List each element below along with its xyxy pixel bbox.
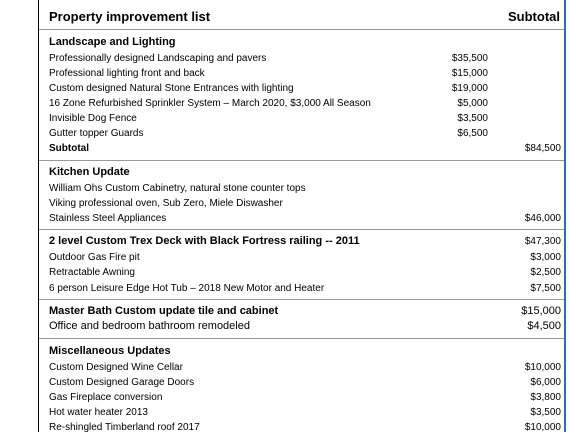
list-item: Professional lighting front and back $15,000 xyxy=(49,68,488,79)
separator xyxy=(39,29,564,30)
list-item: Stainless Steel Appliances $46,000 xyxy=(49,213,561,224)
list-item: Custom Designed Wine Cellar $10,000 xyxy=(49,362,561,373)
list-item: Re-shingled Timberland roof 2017 $10,000 xyxy=(49,422,561,433)
list-item: Professionally designed Landscaping and pavers $35,500 xyxy=(49,53,488,64)
list-item: William Ohs Custom Cabinetry, natural stone counter tops xyxy=(49,183,306,194)
list-item: Retractable Awning $2,500 xyxy=(49,267,561,278)
list-item: Custom designed Natural Stone Entrances with lighting $19,000 xyxy=(49,83,488,94)
improvement-list-page xyxy=(38,0,566,432)
page-title: Property improvement list xyxy=(49,9,211,24)
separator xyxy=(39,338,564,339)
section-heading-landscape: Landscape and Lighting xyxy=(49,36,176,48)
list-item: Office and bedroom bathroom remodeled $4,500 xyxy=(49,320,561,332)
list-item: Outdoor Gas Fire pit $3,000 xyxy=(49,252,561,263)
section-heading-misc: Miscellaneous Updates xyxy=(49,345,171,357)
section-heading-bath: Master Bath Custom update tile and cabinet $15,000 xyxy=(49,305,561,317)
list-item: Invisible Dog Fence $3,500 xyxy=(49,113,488,124)
section-heading-deck: 2 level Custom Trex Deck with Black Fortress railing -- 2011 $47,300 xyxy=(49,235,561,247)
separator xyxy=(39,229,564,230)
section-heading-kitchen: Kitchen Update xyxy=(49,166,130,178)
list-item: Gutter topper Guards $6,500 xyxy=(49,128,488,139)
list-item: Viking professional oven, Sub Zero, Miele Diswasher xyxy=(49,198,283,209)
list-item: 16 Zone Refurbished Sprinkler System – March 2020, $3,000 All Season $5,000 xyxy=(49,98,488,109)
separator xyxy=(39,299,564,300)
title-row xyxy=(49,8,564,26)
list-item: Gas Fireplace conversion $3,800 xyxy=(49,392,561,403)
subtotal-column-header: Subtotal xyxy=(508,9,560,24)
landscape-subtotal-row: Subtotal $84,500 xyxy=(49,143,561,154)
list-item: 6 person Leisure Edge Hot Tub – 2018 New Motor and Heater $7,500 xyxy=(49,283,561,294)
separator xyxy=(39,160,564,161)
list-item: Custom Designed Garage Doors $6,000 xyxy=(49,377,561,388)
list-item: Hot water heater 2013 $3,500 xyxy=(49,407,561,418)
